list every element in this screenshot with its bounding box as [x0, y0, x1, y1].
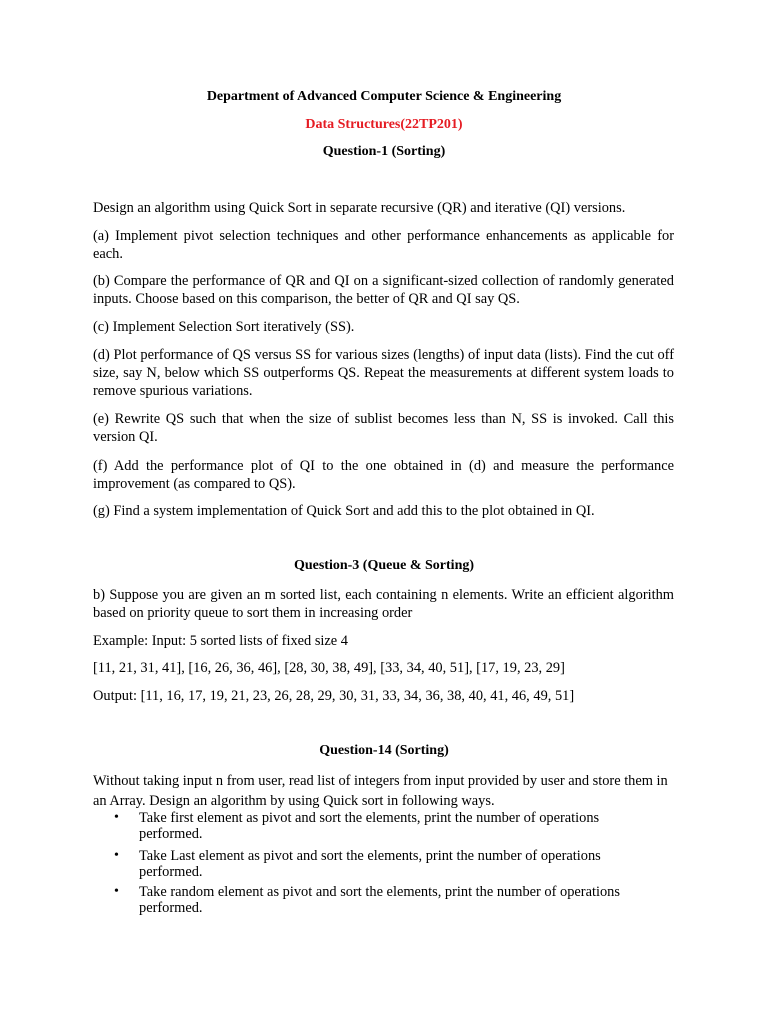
question-1-part-e: (e) Rewrite QS such that when the size of sublist becomes less than N, SS is invoked. Call this version QI.	[93, 411, 674, 445]
question-1-part-d: (d) Plot performance of QS versus SS for various sizes (lengths) of input data (lists). Find the cut off size, say N, below which SS outperforms QS. Repeat the measurements at different system loads to remove spurious variations.	[93, 347, 674, 399]
question-14-bullet-3: Take random element as pivot and sort the elements, print the number of operations performed.	[139, 884, 620, 916]
question-14-bullet-1: Take first element as pivot and sort the elements, print the number of operations performed.	[139, 810, 600, 842]
question-14-title: Question-14 (Sorting)	[319, 743, 449, 758]
question-14-body: Without taking input n from user, read list of integers from input provided by user and store them in an Array. Design an algorithm by using Quick sort in following ways.	[93, 773, 668, 809]
question-3-body: b) Suppose you are given an m sorted list, each containing n elements. Write an efficient algorithm based on priority queue to sort them in increasing order	[93, 587, 674, 621]
question-1-part-b: (b) Compare the performance of QR and QI on a significant-sized collection of randomly generated inputs. Choose based on this comparison, the better of QR and QI say QS.	[93, 273, 674, 307]
question-1-part-a: (a) Implement pivot selection techniques and other performance enhancements as applicable for each.	[93, 228, 674, 262]
question-3-example-lists: [11, 21, 31, 41], [16, 26, 36, 46], [28, 30, 38, 49], [33, 34, 40, 51], [17, 19, 23, 29]	[93, 660, 565, 676]
question-3-output: Output: [11, 16, 17, 19, 21, 23, 26, 28, 29, 30, 31, 33, 34, 36, 38, 40, 41, 46, 49, 51]	[93, 688, 575, 704]
question-1-part-c: (c) Implement Selection Sort iteratively (SS).	[93, 319, 355, 335]
question-3-example-label: Example: Input: 5 sorted lists of fixed size 4	[93, 633, 348, 649]
question-1-part-f: (f) Add the performance plot of QI to the one obtained in (d) and measure the performance improvement (as compared to QS).	[93, 458, 674, 492]
question-1-intro: Design an algorithm using Quick Sort in separate recursive (QR) and iterative (QI) versions.	[93, 200, 626, 216]
question-3-title: Question-3 (Queue & Sorting)	[293, 558, 475, 573]
bullet-marker: •	[114, 848, 119, 863]
department-heading: Department of Advanced Computer Science & Engineering	[206, 89, 562, 104]
question-1-title: Question-1 (Sorting)	[322, 144, 446, 159]
bullet-marker: •	[114, 810, 119, 825]
question-1-part-g: (g) Find a system implementation of Quick Sort and add this to the plot obtained in QI.	[93, 503, 595, 519]
course-title: Data Structures(22TP201)	[305, 117, 463, 132]
bullet-marker: •	[114, 884, 119, 899]
question-14-bullet-2: Take Last element as pivot and sort the elements, print the number of operations performed.	[139, 848, 601, 880]
